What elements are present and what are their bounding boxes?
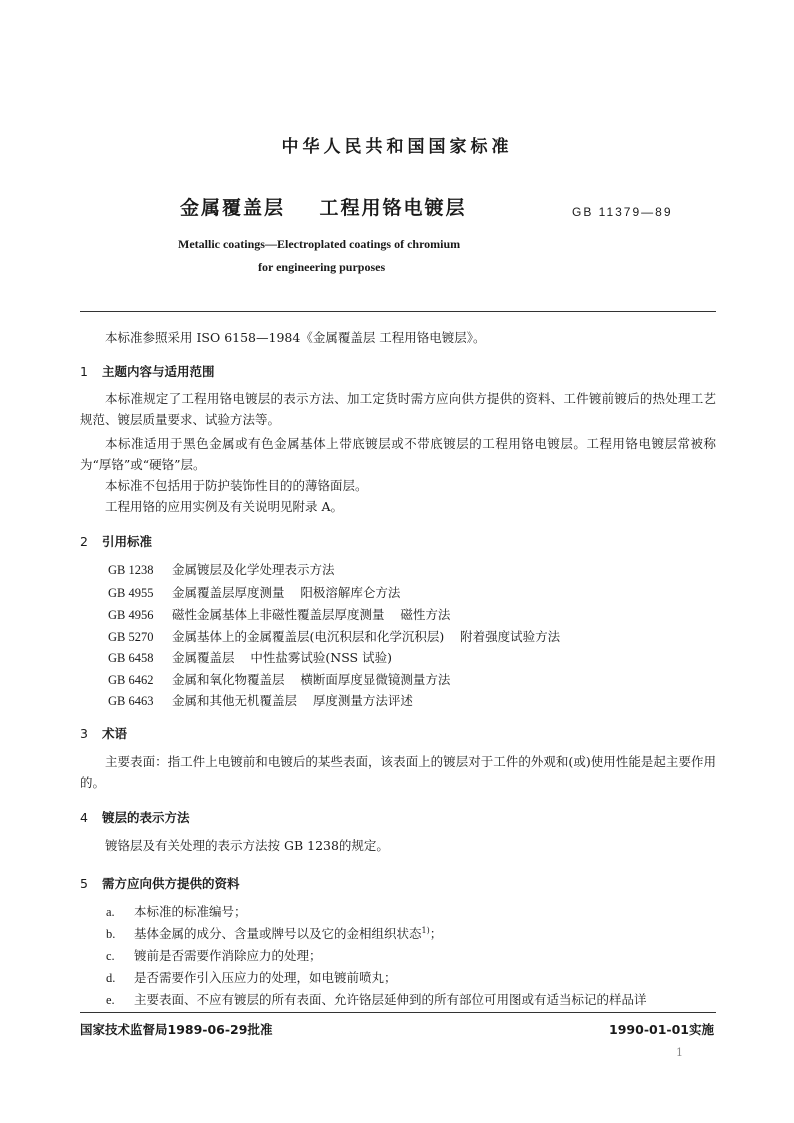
section-title: 引用标准 [102,534,153,549]
document-title-en-line2: for engineering purposes [258,260,386,274]
reference-title: 金属覆盖层 中性盐雾试验(NSS 试验) [172,650,392,665]
reference-item [108,670,450,688]
section-number: 1 [80,364,88,379]
section-heading-2 [80,532,152,550]
list-marker: a. [106,905,115,919]
list-marker: d. [106,971,116,985]
page-number: 1 [676,1046,683,1059]
list-text: 本标准的标准编号； [134,904,247,919]
section-heading-4 [80,808,190,826]
paragraph: 主要表面：指工件上电镀前和电镀后的某些表面，该表面上的镀层对于工件的外观和(或)使用性能是起主要作用的。 [80,754,716,790]
paragraph: 本标准不包括用于防护装饰性目的的薄铬面层。 [105,478,368,493]
list-item [106,990,647,1008]
section-heading-5 [80,874,240,892]
intro-paragraph: 本标准参照采用 ISO 6158—1984《金属覆盖层 工程用铬电镀层》。 [105,330,486,345]
reference-title: 磁性金属基体上非磁性覆盖层厚度测量 磁性方法 [172,607,451,622]
reference-item [108,560,335,578]
reference-item [108,691,413,709]
list-text: 是否需要作引入压应力的处理，如电镀前喷丸； [134,970,397,985]
paragraph: 本标准适用于黑色金属或有色金属基体上带底镀层或不带底镀层的工程用铬电镀层。工程用铬电镀层常被称为“厚铬”或“硬铬”层。 [80,436,716,472]
reference-item [108,627,560,645]
footer-divider [80,1012,716,1013]
reference-item [108,605,450,623]
reference-title: 金属基体上的金属覆盖层(电沉积层和化学沉积层) 附着强度试验方法 [172,629,561,644]
national-standard-heading: 中华人民共和国国家标准 [281,137,513,157]
list-text: 基体金属的成分、含量或牌号以及它的金相组织状态 [134,926,422,941]
reference-code: GB 6462 [108,673,154,687]
reference-title: 金属覆盖层厚度测量 阳极溶解库仑方法 [172,585,401,600]
section-title: 术语 [102,726,128,741]
reference-title: 金属和氧化物覆盖层 横断面厚度显微镜测量方法 [172,672,451,687]
reference-code: GB 5270 [108,630,154,644]
reference-title: 金属和其他无机覆盖层 厚度测量方法评述 [172,693,413,708]
reference-code: GB 6463 [108,694,154,708]
reference-title: 金属镀层及化学处理表示方法 [172,562,335,577]
list-item [106,924,442,942]
section-number: 2 [80,534,88,549]
document-title-en-line1: Metallic coatings—Electroplated coatings of chromium [178,237,461,251]
paragraph: 工程用铬的应用实例及有关说明见附录 A。 [105,499,344,514]
header-divider [80,311,716,312]
list-marker: e. [106,993,115,1007]
section-title: 需方应向供方提供的资料 [102,876,240,891]
approval-date: 国家技术监督局1989-06-29批准 [80,1022,273,1037]
section-heading-1 [80,362,215,380]
section-number: 3 [80,726,88,741]
list-text: 主要表面、不应有镀层的所有表面、允许铬层延伸到的所有部位可用图或有适当标记的样品详 [134,992,647,1007]
section-number: 5 [80,876,88,891]
reference-item [108,648,392,666]
list-marker: b. [106,927,116,941]
section-title: 主题内容与适用范围 [102,364,215,379]
reference-code: GB 4955 [108,586,154,600]
paragraph: 镀铬层及有关处理的表示方法按 GB 1238的规定。 [105,838,389,853]
list-item [106,946,322,964]
list-item [106,968,397,986]
reference-code: GB 4956 [108,608,154,622]
standard-code: GB 11379—89 [572,205,673,219]
list-item [106,902,247,920]
section-heading-3 [80,724,127,742]
reference-item [108,583,400,601]
document-title-cn: 金属覆盖层 工程用铬电镀层 [180,197,467,219]
paragraph: 本标准规定了工程用铬电镀层的表示方法、加工定货时需方应向供方提供的资料、工件镀前镀后的热处理工艺规范、镀层质量要求、试验方法等。 [80,391,716,427]
list-text-tail: ； [429,926,443,941]
reference-code: GB 6458 [108,651,154,665]
list-text: 镀前是否需要作消除应力的处理； [134,948,322,963]
section-title: 镀层的表示方法 [102,810,190,825]
section-number: 4 [80,810,88,825]
reference-code: GB 1238 [108,563,154,577]
implementation-date: 1990-01-01实施 [609,1022,714,1037]
footnote-ref: 1) [421,925,430,935]
list-marker: c. [106,949,115,963]
